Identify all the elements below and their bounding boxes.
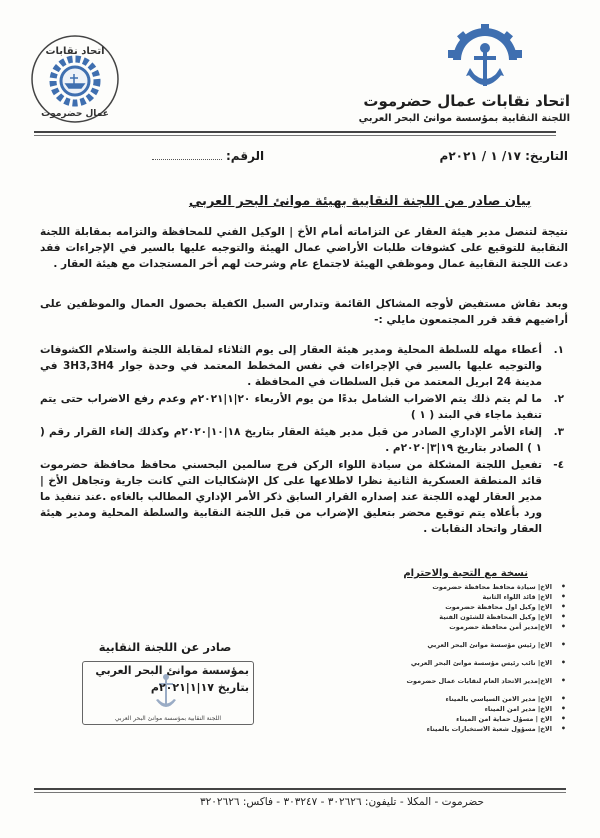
stamp-footer: اللجنة النقابية بمؤسسة موانئ البحر العربي [114, 715, 222, 722]
copy-recipient: • الاخ | مسؤل حماية امن الميناء [348, 714, 568, 724]
copy-recipient: • الاخ|مدير أمن محافظة حضرموت [348, 622, 568, 632]
copy-recipient: • الاخ| وكيل المحافظة للشئون الفنية [348, 612, 568, 622]
copy-recipient: • الاخ| قائد اللواء الثانية [348, 592, 568, 602]
resolutions-list [40, 342, 568, 538]
copy-recipient: • الاخ| وكيل اول محافظة حضرموت [348, 602, 568, 612]
stamp-line-1: بمؤسسة موانئ البحر العربي [95, 664, 249, 677]
copies-to-section [348, 568, 568, 734]
org-name: اتحاد نقابات عمال حضرموت [363, 92, 570, 110]
date-field [440, 149, 568, 163]
ref-label: الرقم: [226, 149, 265, 163]
union-seal-logo [30, 34, 120, 124]
copy-recipient: • الاخ| مدير الامن السياسي بالميناء [348, 694, 568, 704]
reference-field [152, 149, 264, 163]
footer-contact: حضرموت - المكلا - تليفون: ٣٠٢٦٢٦ - ٣٠٣٢٤٧ - فاكس: ٣٢٠٢٦٢٦ [200, 796, 484, 808]
intro-paragraph: نتيجة لتنصل مدير هيئة العقار عن التزاماته أمام الأخ | الوكيل الفني للمحافظة والتزامه بمقابلة اللجنة النقابية للتوقيع على كشوفات طلبات الأراضي عمال الهيئة والتوجيه عليها بالسير في الإجراءات فقد دعت اللجنة النقابية عمال وموظفي الهيئة لاجتماع عام وشرحت لهم أخر المستجدات مع هيئة العقار . [40, 226, 568, 270]
issuer-label: صادر عن اللجنة النقابية [98, 640, 232, 654]
copy-recipient: • الاخ| رئيس مؤسسة موانئ البحر العربي [348, 640, 568, 650]
copy-recipient: • الاخ| مسؤول شعبة الاستخبارات بالميناء [348, 724, 568, 734]
seal-text-bottom: عمال حضرموت [41, 109, 109, 119]
footer-divider-thin [34, 792, 566, 793]
union-gear-anchor-logo [440, 24, 530, 96]
header-divider-thin [34, 135, 556, 136]
decision-paragraph: وبعد نقاش مستفيض لأوجه المشاكل القائمة وتدارس السبل الكفيلة بحصول العمال والموظفين على أراضيهم فقد قرر المجتمعون مايلي :- [40, 298, 568, 326]
org-subtitle: اللجنة النقابية بمؤسسة موانئ البحر العربي [358, 113, 570, 124]
ref-blank [152, 149, 222, 160]
date-value: ١٧/ ١ / ٢٠٢١م [439, 149, 521, 163]
resolution-item: ١. أعطاء مهله للسلطة المحلية ومدير هيئة العقار إلى يوم الثلاثاء لمقابلة اللجنة واستلام الكشوفات والتوجيه عليها بالسير في الإجراءات في نفس المخطط المعتمد في وحدة جوار 3H3,3H4 في مدينة 24 ابريل المعتمد من قبل السلطات في المحافظة . [40, 344, 564, 388]
resolution-item: ٣. إلغاء الأمر الإداري الصادر من قبل مدير هيئة العقار بتاريخ ١٨|١٠|٢٠٢٠م وكذلك إلغاء القرار رقم ( ١ ) الصادر بتاريخ ١٩|٣|٢٠٢٠م . [40, 426, 564, 454]
date-label: التاريخ: [525, 149, 568, 163]
document-title: بيان صادر من اللجنة النقابية بهيئة موانئ البحر العربي [188, 194, 532, 209]
official-stamp [82, 661, 254, 725]
resolution-item: ٢. ما لم يتم ذلك يتم الاضراب الشامل بدءًا من يوم الأربعاء ٢٠|١|٢٠٢١م وعدم رفع الاضراب حتى يتم تنفيذ ماجاء في البند ( ١ ) [40, 393, 564, 421]
footer-divider [34, 788, 566, 790]
copy-recipient: • الاخ| مدير امن الميناء [348, 704, 568, 714]
copy-recipient: • الاخ| نائب رئيس مؤسسة موانئ البحر العربي [348, 658, 568, 668]
copy-recipient: • الاخ|مدير الاتحاد العام لنقابات عمال حضرموت [348, 676, 568, 686]
header-divider [34, 131, 556, 133]
seal-text-top: اتحاد نقابات [45, 46, 105, 57]
copy-recipient: • الاخ| سيادة محافظ محافظة حضرموت [348, 582, 568, 592]
copies-title: نسخة مع التحية والاحترام [403, 568, 528, 579]
resolution-item: ٤- تفعيل اللجنة المشكلة من سيادة اللواء الركن فرج سالمين البحسني محافظ محافظة حضرموت قائد المنطقة العسكرية الثانية نظرا لاطلاعها على كل الإشكاليات التي كانت جارية وتجاهل الأخ | مدير العقار لهده اللجنة عند إصداره القرار السابق ذكر الأمر الإداري المطالب بالغاءه .عند تنفيذ ما ورد بأعلاه يتم توقيع محضر بتعليق الإضراب من قبل اللجنة النقابية والسلطة المحلية ومدير هيئة العقار واتحاد النقابات . [40, 459, 564, 535]
stamp-line-2: بتاريخ ١٧|١|٢٠٢١م [150, 681, 249, 694]
